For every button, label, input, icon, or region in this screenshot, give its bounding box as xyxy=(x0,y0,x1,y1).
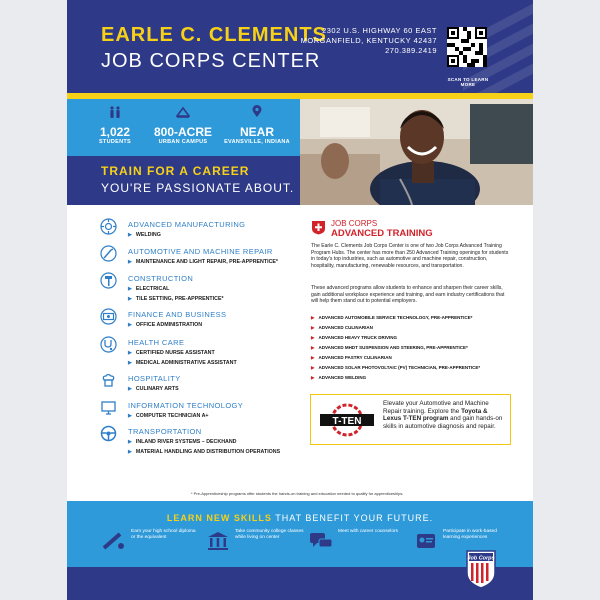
stat-value: NEAR xyxy=(239,125,274,139)
tten-logo-text: T-TEN xyxy=(332,416,362,427)
flyer-page xyxy=(67,0,533,600)
phone-number: 270.389.2419 xyxy=(385,46,437,55)
program-track: ▶ TILE SETTING, PRE-APPRENTICE* xyxy=(128,296,224,302)
program-name: TRANSPORTATION xyxy=(128,427,202,436)
header xyxy=(67,0,533,93)
program-name: ADVANCED MANUFACTURING xyxy=(128,220,246,229)
money-icon xyxy=(100,308,117,325)
program-name: HEALTH CARE xyxy=(128,338,185,347)
program-name: HOSPITALITY xyxy=(128,374,181,383)
skill-text: Participate in work-based learning experiences xyxy=(443,529,497,540)
skill-text: Earn your high school diploma or the equivalent xyxy=(131,529,196,540)
students-icon xyxy=(108,106,122,118)
skill-text: Take community college classes while living on center xyxy=(235,529,304,540)
stat-label: STUDENTS xyxy=(98,139,132,145)
program-track: ▶ MEDICAL ADMINISTRATIVE ASSISTANT xyxy=(128,360,237,366)
hammer-icon xyxy=(100,272,117,289)
advanced-program-list xyxy=(311,313,511,383)
address-city: MORGANFIELD, KENTUCKY 42437 xyxy=(300,36,437,45)
program-name: AUTOMOTIVE AND MACHINE REPAIR xyxy=(128,247,273,256)
footer-bar xyxy=(67,567,533,600)
qr-caption: SCAN TO LEARN MORE xyxy=(447,77,489,87)
stats-panel xyxy=(67,99,300,156)
skills-band xyxy=(67,501,533,567)
list-item: ▶ ADVANCED PASTRY CULINARIAN xyxy=(311,355,392,360)
wrench-icon xyxy=(100,245,117,262)
qr-code-icon[interactable] xyxy=(447,27,487,67)
computer-icon xyxy=(100,399,117,416)
address-street: 2302 U.S. HIGHWAY 60 EAST xyxy=(322,26,437,35)
footnote: * Pre-Apprenticeship programs offer students the hands-on training and education needed to qualify for apprenticeships. xyxy=(191,491,404,496)
list-item: ▶ ADVANCED HEAVY TRUCK DRIVING xyxy=(311,335,397,340)
skill-text: Meet with career counselors xyxy=(338,529,398,534)
program-track: ▶ COMPUTER TECHNICIAN A+ xyxy=(128,413,209,419)
advanced-heading: ADVANCED TRAINING xyxy=(331,228,433,239)
program-track: ▶ INLAND RIVER SYSTEMS – DECKHAND xyxy=(128,439,237,445)
program-track: ▶ WELDING xyxy=(128,232,161,238)
list-item: ▶ ADVANCED SOLAR PHOTOVOLTAIC (PV) TECHNICIAN, PRE-APPRENTICE* xyxy=(311,365,481,370)
program-track: ▶ OFFICE ADMINISTRATION xyxy=(128,322,203,328)
college-icon xyxy=(206,531,230,551)
list-item: ▶ ADVANCED WELDING xyxy=(311,375,367,380)
program-track: ▶ MATERIAL HANDLING AND DISTRIBUTION OPERATIONS xyxy=(128,449,281,455)
stethoscope-icon xyxy=(100,336,117,353)
list-item: ▶ ADVANCED CULINARIAN xyxy=(311,325,373,330)
program-track: ▶ CERTIFIED NURSE ASSISTANT xyxy=(128,350,215,356)
advanced-training-icon xyxy=(311,220,326,235)
list-item: ▶ ADVANCED AUTOMOBILE SERVICE TECHNOLOGY, PRE-APPRENTICE* xyxy=(311,315,473,320)
career-banner xyxy=(67,156,300,205)
advanced-label: JOB CORPS xyxy=(331,219,378,228)
program-name: FINANCE AND BUSINESS xyxy=(128,310,227,319)
program-track: ▶ ELECTRICAL xyxy=(128,286,170,292)
program-track: ▶ MAINTENANCE AND LIGHT REPAIR, PRE-APPRENTICE* xyxy=(128,259,278,265)
advanced-benefits: These advanced programs allow students to enhance and sharpen their career skills, gain additional workplace experience and training, and earn industry certifications that will help them stand out to potential employers. xyxy=(311,285,505,305)
job-corps-logo xyxy=(465,549,497,589)
stat-students xyxy=(85,105,145,145)
chef-icon xyxy=(100,372,117,389)
list-item: ▶ ADVANCED MHDT SUSPENSION AND STEERING, PRE-APPRENTICE* xyxy=(311,345,468,350)
advanced-description: The Earle C. Clements Job Corps Center is one of two Job Corps Advanced Training Program Hubs. The center has more than 250 Advanced Training openings for students in today's top industries, such as automotive and machine repair, construction, hospitality, manufacturing, renewable resources, and transportation. xyxy=(311,243,509,269)
skills-heading: LEARN NEW SKILLS THAT BENEFIT YOUR FUTURE. xyxy=(166,513,434,523)
stat-label: EVANSVILLE, INDIANA xyxy=(224,139,290,145)
diploma-icon xyxy=(102,531,126,551)
acre-icon xyxy=(176,106,190,118)
stat-value: 800-ACRE xyxy=(153,125,213,139)
stat-value: 1,022 xyxy=(99,125,131,139)
steering-wheel-icon xyxy=(100,425,117,442)
program-track: ▶ CULINARY ARTS xyxy=(128,386,179,392)
chat-icon xyxy=(309,531,333,551)
program-name: CONSTRUCTION xyxy=(128,274,194,283)
hero-photo xyxy=(300,99,533,205)
banner-headline: TRAIN FOR A CAREER xyxy=(101,164,250,178)
program-name: INFORMATION TECHNOLOGY xyxy=(128,401,244,410)
banner-subline: YOU'RE PASSIONATE ABOUT. xyxy=(101,181,295,195)
address-block xyxy=(293,26,437,56)
center-subtitle: JOB CORPS CENTER xyxy=(101,50,321,72)
map-pin-icon xyxy=(251,105,263,118)
stat-label: URBAN CAMPUS xyxy=(158,139,208,145)
tten-text: Elevate your Automotive and Machine Repair training. Explore the Toyota & Lexus T-TEN program and gain hands-on skills in automotive diagnosis and repair. xyxy=(383,400,503,430)
logo-text: Job Corps xyxy=(467,555,495,562)
stat-location xyxy=(217,105,297,145)
stat-campus xyxy=(151,105,215,145)
tten-callout xyxy=(310,394,511,445)
tten-logo xyxy=(317,403,377,437)
gear-network-icon xyxy=(100,218,117,235)
center-title: EARLE C. CLEMENTS xyxy=(101,24,327,46)
badge-icon xyxy=(414,531,438,551)
